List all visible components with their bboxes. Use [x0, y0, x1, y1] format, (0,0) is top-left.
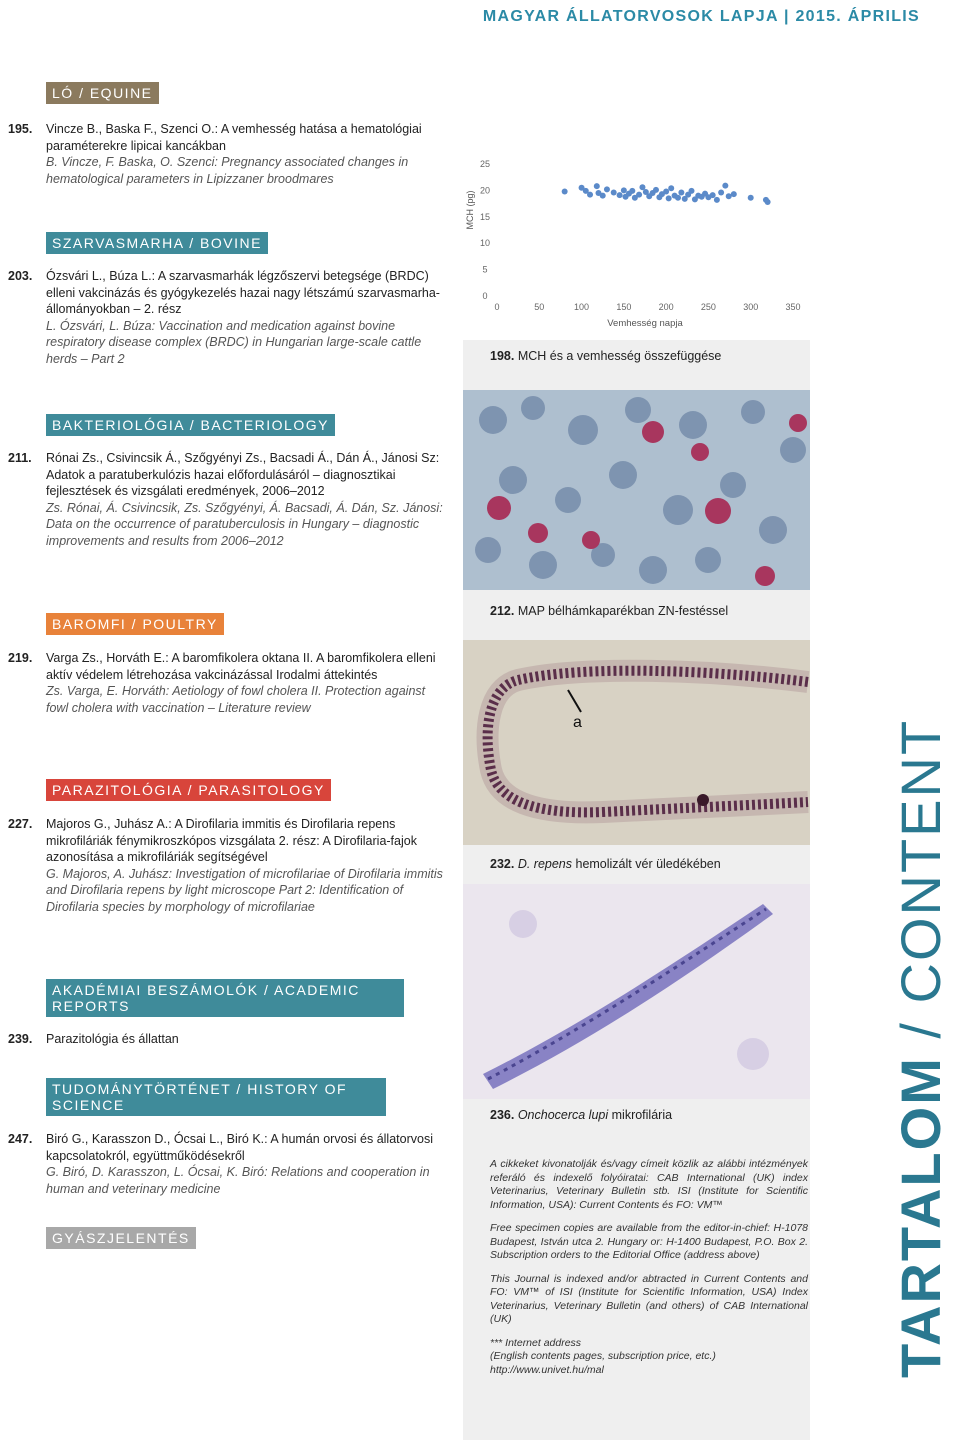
data-point	[731, 191, 737, 197]
y-tick-label: 5	[482, 264, 488, 275]
entry-title: A vemhesség hatása a hematológiai paraméterekre lipicai kancákban	[46, 122, 422, 153]
entry-translation: B. Vincze, F. Baska, O. Szenci: Pregnancy associated changes in hematological parameters in Lipizzaner broodmares	[46, 155, 409, 186]
data-point	[617, 192, 623, 198]
tissue-stain-image	[463, 390, 810, 590]
microfilaria-image	[463, 640, 810, 845]
x-tick-label: 100	[574, 302, 590, 312]
section-academic[interactable]: AKADÉMIAI BESZÁMOLÓK / ACADEMIC REPORTS	[46, 979, 404, 1017]
entry-number: 239.	[8, 1032, 33, 1046]
x-tick-label: 300	[743, 302, 759, 312]
caption-236	[490, 1108, 672, 1122]
mch-chart	[463, 130, 810, 340]
x-tick-label: 50	[534, 302, 545, 312]
figure-232-micrograph	[463, 640, 810, 845]
section-history[interactable]: TUDOMÁNYTÖRTÉNET / HISTORY OF SCIENCE	[46, 1078, 386, 1116]
entry-203[interactable]	[8, 268, 443, 367]
caption-198	[490, 349, 721, 363]
entry-239[interactable]	[8, 1031, 443, 1048]
data-point	[611, 190, 617, 196]
entry-number: 195.	[8, 122, 33, 136]
entry-title: A baromfikolera oktana II. A baromfikolera elleni aktív védelem létrehozása vakcinázással Irodalmi áttekintés	[46, 651, 436, 682]
entry-translation: G. Biró, D. Karasszon, L. Ócsai, K. Biró: Relations and cooperation in human and veterinary medicine	[46, 1165, 430, 1196]
figure-label-a: a	[573, 714, 582, 731]
data-point	[562, 188, 568, 194]
y-tick-label: 20	[479, 185, 491, 196]
y-axis-label: MCH (pg)	[465, 190, 475, 230]
section-bacteriology[interactable]: BAKTERIOLÓGIA / BACTERIOLOGY	[46, 414, 335, 436]
y-tick-label: 0	[482, 291, 488, 301]
section-obituary[interactable]: GYÁSZJELENTÉS	[46, 1227, 196, 1249]
indexing-paragraph: A cikkeket kivonatolják és/vagy címeit közlik az alábbi intézmények referáló és indexelő folyóiratai: CAB International (UK) index Veterinarius, Veterinary Bulletin stb. ISI (Institute for Scientific Information, USA): Current Contents és FO: VM™	[490, 1158, 808, 1211]
y-tick-label: 10	[479, 238, 491, 249]
entry-title: A Dirofilaria immitis és Dirofilaria repens mikrofiláriák fénymikroszkópos vizsgálata 2. rész: A Dirofilaria-fajok azonosítása a mikrofiláriák segítségével	[46, 817, 417, 864]
caption-number: 236.	[490, 1108, 515, 1122]
data-point	[765, 199, 771, 205]
caption-text: MCH és a vemhesség összefüggése	[514, 349, 722, 363]
entry-number: 203.	[8, 269, 33, 283]
entry-authors: Vincze B., Baska F., Szenci O.:	[46, 122, 219, 136]
entry-number: 227.	[8, 817, 33, 831]
data-point	[748, 195, 754, 201]
x-tick-label: 0	[494, 302, 500, 312]
specimen-paragraph: Free specimen copies are available from the editor-in-chief: H-1078 Budapest, István utca 2. Hungary or: H-1400 Budapest, P.O. Box 2. Subscription orders to the Editorial Office (address above)	[490, 1222, 808, 1261]
entry-authors: Varga Zs., Horváth E.:	[46, 651, 169, 665]
entry-translation: L. Ózsvári, L. Búza: Vaccination and medication against bovine respiratory disease complex (BRDC) in Hungarian large-scale cattle herds – Part 2	[46, 318, 422, 366]
data-point	[594, 183, 600, 189]
entry-translation: G. Majoros, A. Juhász: Investigation of microfilariae of Dirofilaria immitis and Dirofilaria repens by light microscope Part 2: Identification of Dirofilaria species by morphology of microfilariae	[46, 866, 443, 914]
title-content: / CONTENT	[889, 718, 952, 1057]
section-parasitology[interactable]: PARAZITOLÓGIA / PARASITOLOGY	[46, 779, 331, 801]
abstract-paragraph: This Journal is indexed and/or abtracted in Current Contents and FO: VM™ of ISI (Institute for Scientific Information, USA) Index Veterinarius, Veterinary Bulletin (and others) of CAB International (UK)	[490, 1272, 808, 1325]
caption-text: mikrofilária	[608, 1108, 673, 1122]
data-point	[621, 187, 627, 193]
data-point	[710, 192, 716, 198]
data-point	[587, 192, 593, 198]
caption-number: 198.	[490, 349, 515, 363]
x-tick-label: 350	[785, 302, 801, 312]
entry-authors: Rónai Zs., Csivincsik Á., Szőgyényi Zs., Bacsadi Á., Dán Á., Jánosi Sz:	[46, 451, 440, 465]
x-axis-label: Vemhesség napja	[607, 318, 683, 329]
caption-species: Onchocerca lupi	[514, 1108, 609, 1122]
section-equine[interactable]: LÓ / EQUINE	[46, 82, 159, 104]
caption-number: 212.	[490, 604, 515, 618]
entry-211[interactable]	[8, 450, 443, 549]
internet-note: (English contents pages, subscription price, etc.)	[490, 1350, 716, 1362]
figure-236-micrograph	[463, 884, 810, 1099]
entry-title: Adatok a paratuberkulózis hazai előfordulásáról – diagnosztikai fejlesztések és vizsgálati eredmények, 2006–2012	[46, 467, 396, 498]
entry-227[interactable]	[8, 816, 443, 915]
entry-translation: Zs. Rónai, Á. Csivincsik, Zs. Szőgyényi, Á. Bacsadi, Á. Dán, Sz. Jánosi: Data on the occurrence of paratuberculosis in Hungary – diagnostic improvements and results from 2006–2012	[46, 500, 443, 548]
data-point	[678, 190, 684, 196]
x-tick-label: 150	[616, 302, 632, 312]
caption-212	[490, 604, 728, 618]
data-point	[600, 193, 606, 199]
caption-text: hemolizált vér üledékében	[572, 857, 721, 871]
data-point	[675, 195, 681, 201]
entry-translation: Zs. Varga, E. Horváth: Aetiology of fowl cholera II. Protection against fowl cholera with vaccination – Literature review	[46, 684, 426, 715]
entry-number: 211.	[8, 451, 32, 465]
data-point	[689, 188, 695, 194]
entry-title: Parazitológia és állattan	[46, 1032, 179, 1046]
data-point	[714, 197, 720, 203]
entry-authors: Majoros G., Juhász A.:	[46, 817, 172, 831]
figure-212-micrograph	[463, 390, 810, 590]
caption-232	[490, 857, 721, 871]
onchocerca-image	[463, 884, 810, 1099]
data-point	[636, 192, 642, 198]
indexing-info	[490, 1158, 808, 1377]
data-point	[666, 195, 672, 201]
entry-195[interactable]	[8, 121, 443, 187]
data-point	[604, 186, 610, 192]
data-point	[718, 190, 724, 196]
entry-number: 219.	[8, 651, 33, 665]
section-bovine[interactable]: SZARVASMARHA / BOVINE	[46, 232, 268, 254]
entry-title: A szarvasmarhák légzőszervi betegsége (BRDC) elleni vakcinázás és gyógykezelés hazai nagy létszámú szarvasmarha-állományokban – 2. rész	[46, 269, 440, 316]
caption-species: D. repens	[514, 857, 573, 871]
entry-number: 247.	[8, 1132, 33, 1146]
data-point	[629, 188, 635, 194]
data-point	[663, 188, 669, 194]
data-point	[653, 187, 659, 193]
vertical-title	[888, 719, 953, 1378]
internet-heading: *** Internet address	[490, 1336, 582, 1349]
entry-219[interactable]	[8, 650, 443, 716]
x-tick-label: 200	[658, 302, 674, 312]
y-tick-label: 15	[479, 211, 491, 222]
data-point	[668, 185, 674, 191]
caption-text: MAP bélhámkaparékban ZN-festéssel	[514, 604, 729, 618]
section-poultry[interactable]: BAROMFI / POULTRY	[46, 613, 224, 635]
data-point	[722, 183, 728, 189]
x-tick-label: 250	[700, 302, 716, 312]
caption-number: 232.	[490, 857, 515, 871]
title-tartalom: TARTALOM	[889, 1056, 952, 1378]
entry-authors: Ózsvári L., Búza L.:	[46, 269, 156, 283]
entry-authors: Biró G., Karasszon D., Ócsai L., Biró K.:	[46, 1132, 268, 1146]
entry-247[interactable]	[8, 1131, 443, 1197]
mch-scatter-plot	[463, 130, 810, 340]
y-tick-label: 25	[479, 159, 491, 169]
entry-title: A humán orvosi és állatorvosi kapcsolatokról, együttműködésekről	[46, 1132, 433, 1163]
journal-header: MAGYAR ÁLLATORVOSOK LAPJA | 2015. ÁPRILIS	[482, 8, 920, 25]
website-link[interactable]: http://www.univet.hu/mal	[490, 1363, 604, 1376]
